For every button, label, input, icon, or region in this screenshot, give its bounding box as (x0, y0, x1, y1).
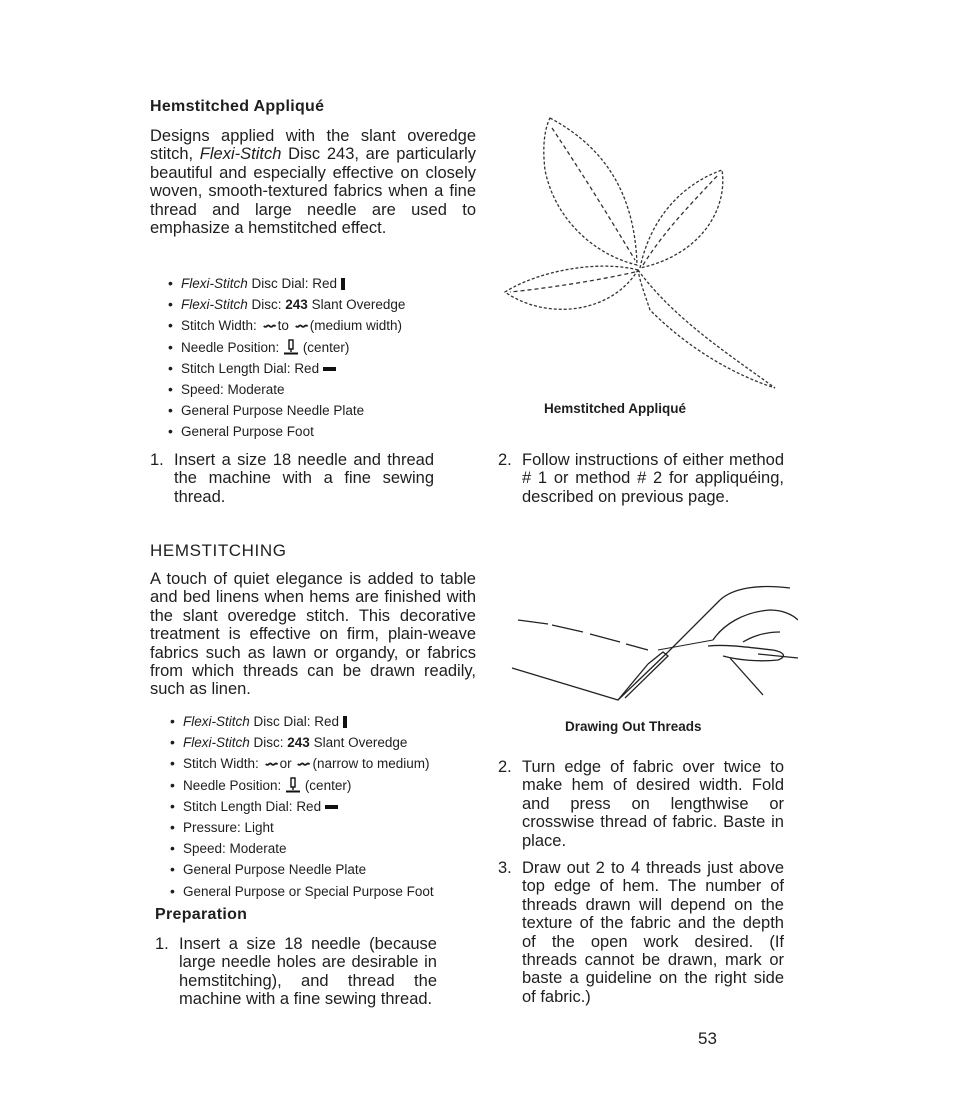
hemstitching-intro: A touch of quiet elegance is added to table and bed linens when hems are finished with the slant overedge stitch. This decorative treatment is effective on firm, plain-weave fabrics such as lawn or organdy, or fabrics from which threads can be drawn readily, such as linen. (150, 570, 476, 699)
red-dial-mark-icon (325, 805, 338, 809)
list-item: • Flexi-Stitch Disc Dial: Red (170, 711, 434, 732)
preparation-step-1: 1. Insert a size 18 needle (because large needle holes are desirable in hemstitching), and thread the machine with a fine sewing thread. (155, 935, 437, 1009)
red-dial-mark-icon (323, 367, 336, 371)
zigzag-icon: ⌇ (261, 760, 279, 769)
applique-heading: Hemstitched Appliqué (150, 98, 325, 115)
list-item: • Stitch Length Dial: Red (168, 358, 405, 379)
preparation-heading: Preparation (155, 906, 248, 923)
list-item: • General Purpose or Special Purpose Foot (170, 881, 434, 902)
list-item: • Pressure: Light (170, 817, 434, 838)
needle-center-icon (283, 339, 299, 355)
applique-step-1: 1. Insert a size 18 needle and thread the machine with a fine sewing thread. (150, 451, 434, 506)
applique-step-2: 2. Follow instructions of either method # 1 or method # 2 for appliquéing, described on previous page. (498, 451, 784, 506)
list-item: • Flexi-Stitch Disc: 243 Slant Overedge (170, 732, 434, 753)
hemstitching-heading: HEMSTITCHING (150, 541, 287, 560)
zigzag-icon: ⌇ (294, 760, 312, 769)
list-item: • General Purpose Foot (168, 421, 405, 442)
drawing-threads-figure-caption: Drawing Out Threads (565, 719, 702, 734)
list-item: • Stitch Length Dial: Red (170, 796, 434, 817)
list-item: • Flexi-Stitch Disc Dial: Red (168, 273, 405, 294)
list-item: • Needle Position: (center) (168, 337, 405, 358)
hemstitching-steps: 2. Turn edge of fabric over twice to make hem of desired width. Fold and press on lengthwise or crosswise thread of fabric. Baste in place. 3. Draw out 2 to 4 threads just above top edge of hem. The number of threads drawn will depend on the texture of the fabric and the depth of the open work desired. (If threads cannot be drawn, mark or baste a guideline on the right side of fabric.) (498, 758, 784, 1006)
zigzag-icon: ⌇ (259, 322, 277, 331)
red-dial-mark-icon (343, 716, 347, 728)
applique-settings-list (168, 273, 405, 443)
zigzag-icon: ⌇ (291, 322, 309, 331)
needle-center-icon (285, 777, 301, 793)
list-item: • General Purpose Needle Plate (168, 400, 405, 421)
list-item: • Needle Position: (center) (170, 775, 434, 796)
drawing-out-threads-illustration (508, 580, 798, 705)
list-item: • Speed: Moderate (170, 838, 434, 859)
hemstitched-applique-illustration (500, 110, 785, 395)
applique-figure-caption: Hemstitched Appliqué (544, 401, 687, 416)
list-item: • Speed: Moderate (168, 379, 405, 400)
applique-intro: Designs applied with the slant overedge stitch, Flexi-Stitch Disc 243, are particularly beautiful and especially effective on closely woven, smooth-textured fabrics when a fine thread and large needle are used to emphasize a hemstitched effect. (150, 127, 476, 238)
list-item: • Stitch Width: ⌇ or ⌇ (narrow to medium) (170, 753, 434, 774)
red-dial-mark-icon (341, 278, 345, 290)
hemstitching-settings-list (170, 711, 434, 902)
list-item: • General Purpose Needle Plate (170, 859, 434, 880)
list-item: • Flexi-Stitch Disc: 243 Slant Overedge (168, 294, 405, 315)
list-item: • Stitch Width: ⌇ to ⌇ (medium width) (168, 315, 405, 336)
page-number: 53 (698, 1029, 717, 1048)
